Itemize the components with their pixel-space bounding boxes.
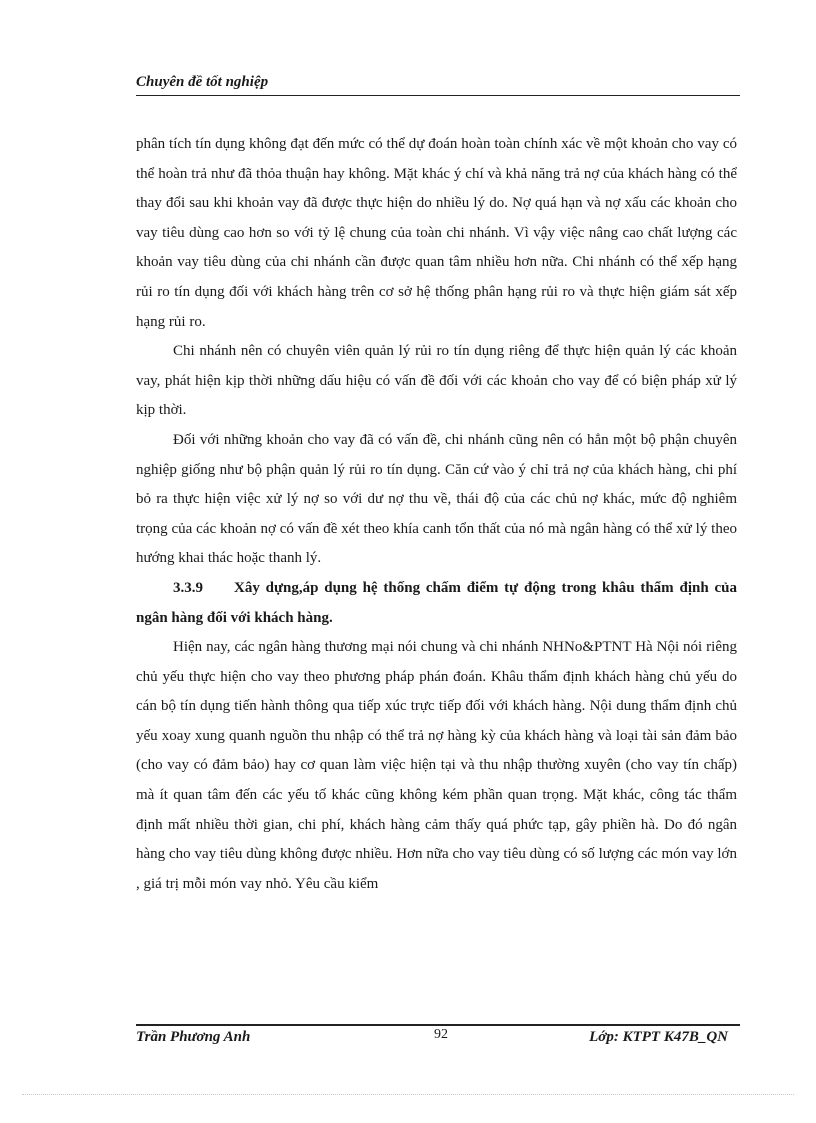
paragraph: phân tích tín dụng không đạt đến mức có thể dự đoán hoàn toàn chính xác về một khoản cho vay có thể hoàn trả như đã thỏa thuận hay không. Mặt khác ý chí và khả năng trả nợ của khách hàng có thể thay đổi sau khi khoản vay đã được thực hiện do nhiều lý do. Nợ quá hạn và nợ xấu các khoản cho vay tiêu dùng cao hơn so với tỷ lệ chung của toàn chi nhánh. Vì vậy việc nâng cao chất lượng các khoản vay tiêu dùng của chi nhánh cần được quan tâm nhiều hơn nữa. Chi nhánh có thể xếp hạng rủi ro tín dụng đối với khách hàng trên cơ sở hệ thống phân hạng rủi ro và thực hiện giám sát xếp hạng rủi ro. (136, 136, 737, 330)
footer-author: Trần Phương Anh (136, 1029, 251, 1045)
header-divider (136, 95, 740, 96)
header-title: Chuyên đề tốt nghiệp (136, 74, 269, 90)
body-text (136, 130, 737, 899)
page-number: 92 (434, 1027, 448, 1042)
paragraph: Hiện nay, các ngân hàng thương mại nói chung và chi nhánh NHNo&PTNT Hà Nội nói riêng chủ yếu thực hiện cho vay theo phương pháp phán đoán. Khâu thẩm định khách hàng chủ yếu do cán bộ tín dụng tiến hành thông qua tiếp xúc trực tiếp đối với khách hàng. Nội dung thẩm định chủ yếu xoay xung quanh nguồn thu nhập có thể trả nợ hàng kỳ của khách hàng và loại tài sản đảm bảo (cho vay có đảm bảo) hay cơ quan làm việc hiện tại và thu nhập thường xuyên (cho vay tín chấp) mà ít quan tâm đến các yếu tố khác cũng không kém phần quan trọng. Mặt khác, công tác thẩm định mất nhiều thời gian, chi phí, khách hàng cảm thấy quá phức tạp, gây phiền hà. Do đó ngân hàng cho vay tiêu dùng không được nhiều. Hơn nữa cho vay tiêu dùng có số lượng các món vay lớn , giá trị mỗi món vay nhỏ. Yêu cầu kiểm (136, 639, 737, 892)
footer-class: Lớp: KTPT K47B_QN (589, 1029, 728, 1045)
section-heading-number: 3.3.9 (173, 579, 203, 596)
paragraph: Đối với những khoản cho vay đã có vấn đề, chi nhánh cũng nên có hẳn một bộ phận chuyên nghiệp giống như bộ phận quản lý rủi ro tín dụng. Căn cứ vào ý chỉ trả nợ của khách hàng, chi phí bỏ ra thực hiện việc xử lý nợ so với dư nợ thu về, thái độ của các chủ nợ khác, mức độ nghiêm trọng của các khoản nợ có vấn đề xét theo khía canh tổn thất của nó mà ngân hàng có thể xử lý theo hướng khai thác hoặc thanh lý. (136, 431, 737, 567)
page-bottom-divider (22, 1094, 794, 1095)
section-heading (136, 574, 737, 633)
footer-divider (136, 1024, 740, 1026)
section-heading-text: Xây dựng,áp dụng hệ thống chấm điểm tự động trong khâu thẩm định của ngân hàng đối với khách hàng. (136, 579, 737, 626)
paragraph: Chi nhánh nên có chuyên viên quản lý rủi ro tín dụng riêng để thực hiện quản lý các khoản vay, phát hiện kịp thời những dấu hiệu có vấn đề đối với các khoản cho vay để có biện pháp xử lý kịp thời. (136, 343, 737, 419)
